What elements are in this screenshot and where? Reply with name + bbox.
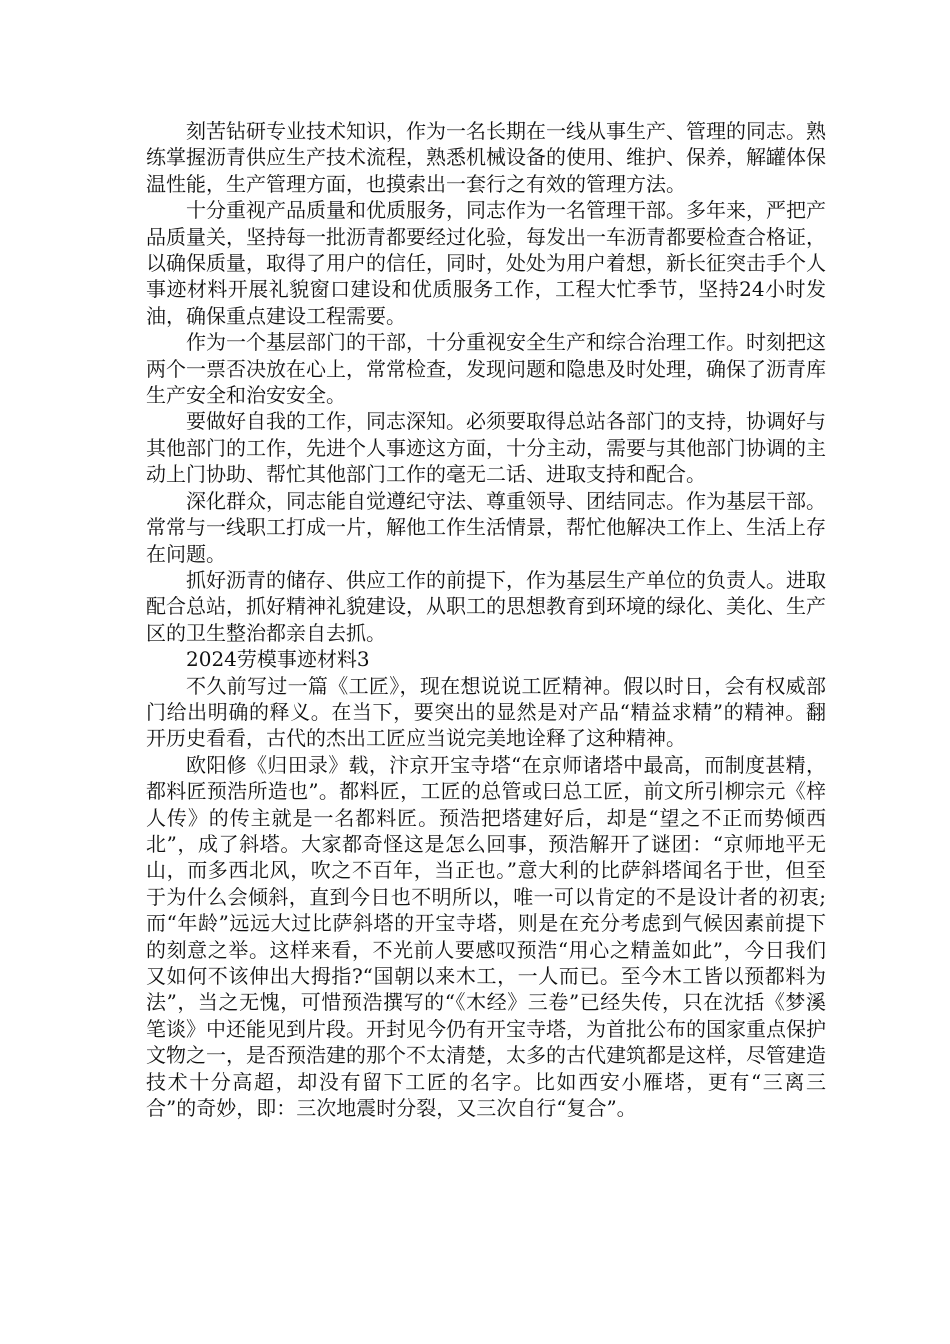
paragraph-safety: 作为一个基层部门的干部，十分重视安全生产和综合治理工作。时刻把这两个一票否决放在心上，常常检查，发现问题和隐患及时处理，确保了沥青库生产安全和治安安全。 — [146, 330, 826, 408]
paragraph-cooperation: 要做好自我的工作，同志深知。必须要取得总站各部门的支持，协调好与其他部门的工作，先进个人事迹这方面，十分主动，需要与其他部门协调的主动上门协助、帮忙其他部门工作的毫无二话、进取支持和配合。 — [146, 409, 826, 487]
paragraph-quality-service: 十分重视产品质量和优质服务，同志作为一名管理干部。多年来，严把产品质量关，坚持每一批沥青都要经过化验，每发出一车沥青都要检查合格证，以确保质量，取得了用户的信任，同时，处处为用户着想，新长征突击手个人事迹材料开展礼貌窗口建设和优质服务工作，工程大忙季节，坚持24小时发油，确保重点建设工程需要。 — [146, 198, 826, 328]
paragraph-storage-supply: 抓好沥青的储存、供应工作的前提下，作为基层生产单位的负责人。进取配合总站，抓好精神礼貌建设，从职工的思想教育到环境的绿化、美化、生产区的卫生整治都亲自去抓。 — [146, 567, 826, 645]
paragraph-masses: 深化群众，同志能自觉遵纪守法、尊重领导、团结同志。作为基层干部。常常与一线职工打成一片，解他工作生活情景，帮忙他解决工作上、生活上存在问题。 — [146, 488, 826, 566]
document-page — [146, 118, 826, 1121]
section-heading: 2024劳模事迹材料3 — [186, 647, 370, 672]
paragraph-skills: 刻苦钻研专业技术知识，作为一名长期在一线从事生产、管理的同志。熟练掌握沥青供应生产技术流程，熟悉机械设备的使用、维护、保养，解罐体保温性能，生产管理方面，也摸索出一套行之有效的管理方法。 — [146, 119, 826, 196]
paragraph-craftsman-spirit: 不久前写过一篇《工匠》，现在想说说工匠精神。假以时日，会有权威部门给出明确的释义。在当下，要突出的显然是对产品“精益求精”的精神。翻开历史看看，古代的杰出工匠应当说完美地诠释了这种精神。 — [146, 673, 826, 751]
paragraph-kaibao-pagoda: 欧阳修《归田录》载，汴京开宝寺塔“在京师诸塔中最高，而制度甚精，都料匠预浩所造也”。都料匠，工匠的总管或曰总工匠，前文所引柳宗元《梓人传》的传主就是一名都料匠。预浩把塔建好后，却是“望之不正而势倾西北”，成了斜塔。大家都奇怪这是怎么回事，预浩解开了谜团：“京师地平无山，而多西北风，吹之不百年，当正也。”意大利的比萨斜塔闻名于世，但至于为什么会倾斜，直到今日也不明所以，唯一可以肯定的不是设计者的初衷;而“年龄”远远大过比萨斜塔的开宝寺塔，则是在充分考虑到气候因素前提下的刻意之举。这样来看，不光前人要感叹预浩“用心之精盖如此”，今日我们又如何不该伸出大拇指?“国朝以来木工，一人而已。至今木工皆以预都料为法”，当之无愧，可惜预浩撰写的“《木经》三卷”已经失传，只在沈括《梦溪笔谈》中还能见到片段。开封见今仍有开宝寺塔，为首批公布的国家重点保护文物之一，是否预浩建的那个不太清楚，太多的古代建筑都是这样，尽管建造技术十分高超，却没有留下工匠的名字。比如西安小雁塔，更有“三离三合”的奇妙，即：三次地震时分裂，又三次自行“复合”。 — [146, 752, 826, 1121]
